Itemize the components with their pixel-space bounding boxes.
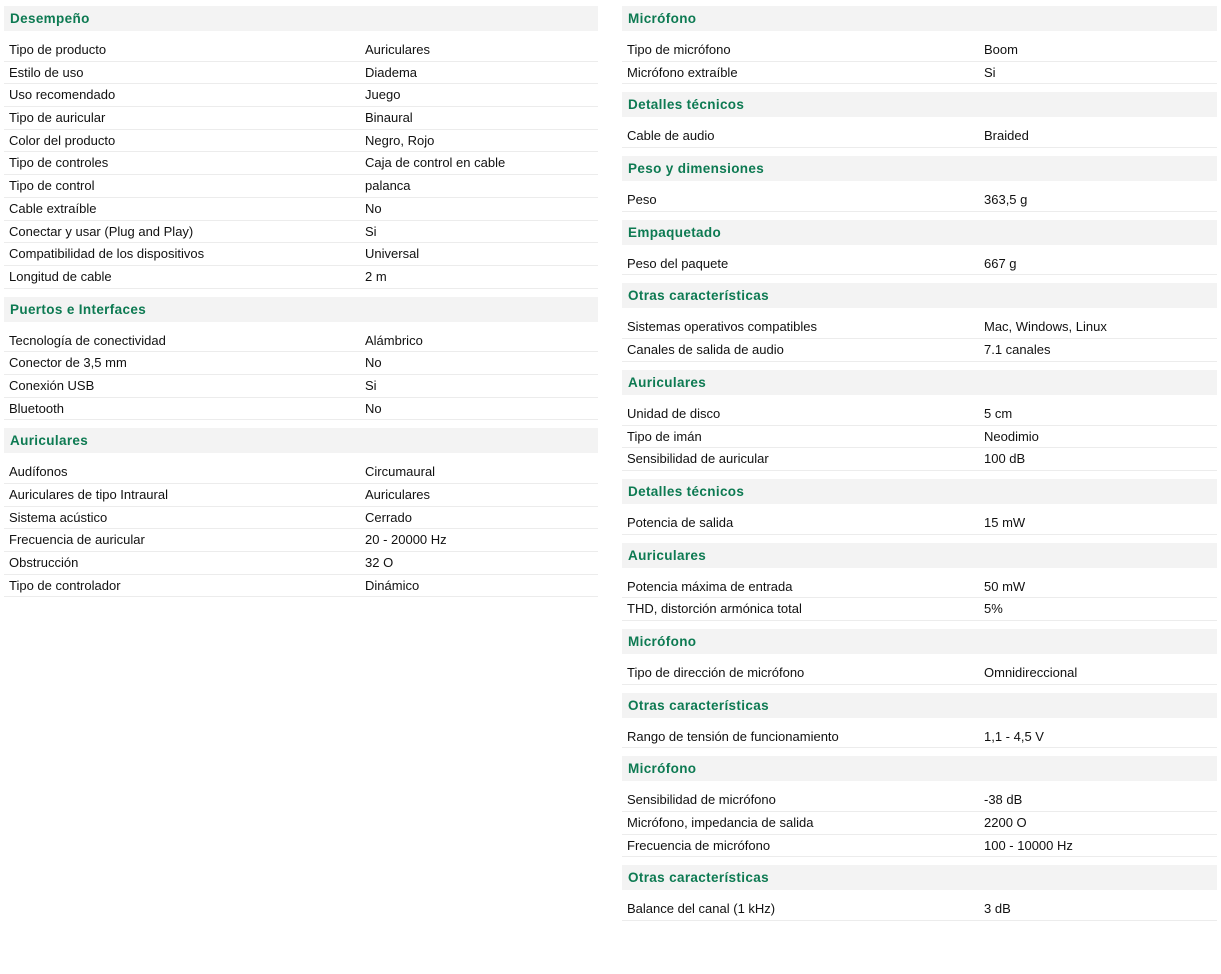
spec-value: 5% bbox=[984, 601, 1003, 617]
spec-label: Conector de 3,5 mm bbox=[9, 355, 127, 371]
spec-label: Frecuencia de micrófono bbox=[627, 837, 771, 853]
spec-label: Conexión USB bbox=[9, 377, 95, 393]
spec-value: 100 - 10000 Hz bbox=[984, 837, 1073, 853]
spec-value: Neodimio bbox=[984, 428, 1039, 444]
group-header: Otras características bbox=[622, 283, 1217, 308]
spec-label: Peso bbox=[627, 192, 657, 208]
spec-value: Mac, Windows, Linux bbox=[984, 319, 1107, 335]
spec-label: Cable extraíble bbox=[9, 200, 97, 216]
spec-value: 5 cm bbox=[984, 405, 1013, 421]
spec-row bbox=[4, 398, 598, 421]
spec-label: THD, distorción armónica total bbox=[627, 601, 802, 617]
spec-value: Circumaural bbox=[365, 464, 436, 480]
group-spacer bbox=[622, 362, 1217, 370]
spec-row bbox=[622, 662, 1217, 685]
spec-group bbox=[622, 479, 1217, 543]
group-header: Peso y dimensiones bbox=[622, 156, 1217, 181]
spec-group bbox=[4, 297, 598, 429]
group-spacer bbox=[622, 857, 1217, 865]
spec-value: Si bbox=[365, 223, 377, 239]
group-spacer bbox=[622, 535, 1217, 543]
spec-row bbox=[4, 529, 598, 552]
spec-label: Sistemas operativos compatibles bbox=[627, 319, 818, 335]
group-spacer bbox=[622, 748, 1217, 756]
spec-value: 3 dB bbox=[984, 901, 1011, 917]
spec-group bbox=[622, 756, 1217, 865]
spec-row bbox=[622, 598, 1217, 621]
spec-value: Caja de control en cable bbox=[365, 155, 506, 171]
spec-value: No bbox=[365, 355, 382, 371]
spec-label: Rango de tensión de funcionamiento bbox=[627, 728, 839, 744]
spec-group bbox=[622, 865, 1217, 929]
spec-row bbox=[4, 484, 598, 507]
spec-label: Unidad de disco bbox=[627, 405, 721, 421]
spec-label: Sensibilidad de auricular bbox=[627, 451, 769, 467]
spec-value: Binaural bbox=[365, 110, 413, 126]
spec-label: Estilo de uso bbox=[9, 64, 84, 80]
spec-row bbox=[4, 221, 598, 244]
spec-label: Sistema acústico bbox=[9, 509, 108, 525]
group-header: Otras características bbox=[622, 865, 1217, 890]
spec-value: Auriculares bbox=[365, 42, 431, 57]
spec-group bbox=[622, 283, 1217, 369]
spec-label: Obstrucción bbox=[9, 555, 79, 571]
group-spacer bbox=[622, 275, 1217, 283]
spec-value: 1,1 - 4,5 V bbox=[984, 728, 1044, 744]
spec-row bbox=[4, 152, 598, 175]
spec-value: Si bbox=[365, 377, 377, 393]
spec-label: Color del producto bbox=[9, 132, 116, 148]
spec-row bbox=[4, 461, 598, 484]
spec-row bbox=[622, 726, 1217, 749]
spec-value: 32 O bbox=[365, 555, 394, 571]
spec-label: Tipo de auricular bbox=[9, 110, 106, 126]
group-header: Puertos e Interfaces bbox=[4, 297, 598, 322]
spec-row bbox=[4, 575, 598, 598]
group-header: Auriculares bbox=[4, 428, 598, 453]
spec-row bbox=[622, 125, 1217, 148]
spec-value: Universal bbox=[365, 246, 420, 262]
spec-row bbox=[4, 130, 598, 153]
group-header: Micrófono bbox=[622, 6, 1217, 31]
spec-value: Omnidireccional bbox=[984, 664, 1078, 680]
spec-label: Tipo de controlador bbox=[9, 577, 121, 593]
spec-group bbox=[622, 156, 1217, 220]
spec-value: 50 mW bbox=[984, 578, 1026, 594]
spec-value: Juego bbox=[365, 87, 401, 103]
spec-row bbox=[622, 62, 1217, 85]
spec-value: Cerrado bbox=[365, 509, 412, 525]
spec-row bbox=[4, 375, 598, 398]
spec-row bbox=[622, 835, 1217, 858]
spec-value: 15 mW bbox=[984, 514, 1026, 530]
spec-label: Micrófono, impedancia de salida bbox=[627, 815, 814, 830]
spec-group bbox=[622, 543, 1217, 629]
spec-value: Si bbox=[984, 64, 996, 80]
spec-row bbox=[622, 253, 1217, 276]
spec-label: Auriculares de tipo Intraural bbox=[9, 487, 168, 502]
spec-label: Tipo de imán bbox=[627, 428, 702, 444]
spec-value: No bbox=[365, 200, 382, 216]
spec-value: 20 - 20000 Hz bbox=[365, 532, 447, 548]
spec-row bbox=[622, 39, 1217, 62]
spec-label: Tipo de micrófono bbox=[627, 42, 731, 57]
spec-column-left bbox=[4, 6, 598, 605]
spec-row bbox=[4, 243, 598, 266]
spec-value: Alámbrico bbox=[365, 332, 423, 348]
spec-label: Conectar y usar (Plug and Play) bbox=[9, 223, 194, 239]
spec-row bbox=[4, 107, 598, 130]
group-spacer bbox=[622, 84, 1217, 92]
group-header: Auriculares bbox=[622, 543, 1217, 568]
spec-row bbox=[622, 789, 1217, 812]
spec-row bbox=[622, 316, 1217, 339]
spec-label: Potencia máxima de entrada bbox=[627, 578, 793, 594]
spec-group bbox=[622, 220, 1217, 284]
spec-label: Potencia de salida bbox=[627, 514, 734, 530]
spec-group bbox=[622, 6, 1217, 92]
spec-row bbox=[4, 352, 598, 375]
group-header: Detalles técnicos bbox=[622, 479, 1217, 504]
group-spacer bbox=[622, 921, 1217, 929]
spec-label: Micrófono extraíble bbox=[627, 64, 738, 80]
spec-row bbox=[4, 39, 598, 62]
spec-row bbox=[4, 198, 598, 221]
spec-value: Auriculares bbox=[365, 487, 431, 502]
group-header: Empaquetado bbox=[622, 220, 1217, 245]
spec-row bbox=[622, 189, 1217, 212]
spec-label: Canales de salida de audio bbox=[627, 342, 784, 358]
spec-row bbox=[622, 403, 1217, 426]
spec-label: Cable de audio bbox=[627, 128, 715, 144]
spec-value: 667 g bbox=[984, 255, 1017, 271]
group-spacer bbox=[4, 420, 598, 428]
spec-row bbox=[4, 552, 598, 575]
spec-label: Uso recomendado bbox=[9, 87, 116, 103]
spec-value: Negro, Rojo bbox=[365, 132, 435, 148]
spec-row bbox=[622, 576, 1217, 599]
spec-label: Tipo de producto bbox=[9, 42, 107, 57]
group-header: Auriculares bbox=[622, 370, 1217, 395]
spec-row bbox=[4, 84, 598, 107]
spec-label: Longitud de cable bbox=[9, 268, 112, 284]
spec-row bbox=[4, 266, 598, 289]
spec-row bbox=[622, 448, 1217, 471]
spec-row bbox=[622, 512, 1217, 535]
spec-value: Braided bbox=[984, 128, 1029, 144]
spec-group bbox=[622, 629, 1217, 693]
spec-label: Compatibilidad de los dispositivos bbox=[9, 246, 205, 262]
spec-value: 2200 O bbox=[984, 815, 1027, 830]
spec-value: Diadema bbox=[365, 64, 418, 80]
spec-row bbox=[4, 507, 598, 530]
spec-value: 363,5 g bbox=[984, 192, 1028, 208]
group-spacer bbox=[622, 471, 1217, 479]
spec-row bbox=[4, 330, 598, 353]
spec-value: Boom bbox=[984, 42, 1018, 57]
spec-row bbox=[622, 898, 1217, 921]
spec-row bbox=[622, 426, 1217, 449]
spec-column-right bbox=[622, 6, 1217, 929]
spec-value: palanca bbox=[365, 178, 411, 194]
spec-group bbox=[622, 693, 1217, 757]
spec-group bbox=[622, 92, 1217, 156]
spec-value: Dinámico bbox=[365, 577, 420, 593]
spec-label: Peso del paquete bbox=[627, 255, 729, 271]
spec-label: Tipo de controles bbox=[9, 155, 109, 171]
group-header: Desempeño bbox=[4, 6, 598, 31]
group-spacer bbox=[4, 289, 598, 297]
spec-value: 100 dB bbox=[984, 451, 1026, 467]
spec-label: Tecnología de conectividad bbox=[9, 332, 166, 348]
spec-label: Frecuencia de auricular bbox=[9, 532, 145, 548]
spec-group bbox=[4, 428, 598, 605]
spec-group bbox=[622, 370, 1217, 479]
spec-label: Audífonos bbox=[9, 464, 68, 480]
group-spacer bbox=[622, 685, 1217, 693]
group-spacer bbox=[4, 597, 598, 605]
spec-group bbox=[4, 6, 598, 297]
spec-row bbox=[4, 62, 598, 85]
spec-value: No bbox=[365, 400, 382, 416]
spec-value: 7.1 canales bbox=[984, 342, 1051, 358]
spec-label: Tipo de dirección de micrófono bbox=[627, 664, 805, 680]
spec-label: Bluetooth bbox=[9, 400, 64, 416]
spec-row bbox=[4, 175, 598, 198]
group-spacer bbox=[622, 621, 1217, 629]
group-header: Otras características bbox=[622, 693, 1217, 718]
spec-value: 2 m bbox=[365, 268, 387, 284]
group-spacer bbox=[622, 212, 1217, 220]
group-header: Detalles técnicos bbox=[622, 92, 1217, 117]
group-header: Micrófono bbox=[622, 756, 1217, 781]
spec-label: Sensibilidad de micrófono bbox=[627, 792, 776, 808]
spec-label: Tipo de control bbox=[9, 178, 95, 194]
group-header: Micrófono bbox=[622, 629, 1217, 654]
group-spacer bbox=[622, 148, 1217, 156]
spec-row bbox=[622, 339, 1217, 362]
spec-label: Balance del canal (1 kHz) bbox=[627, 901, 776, 917]
spec-row bbox=[622, 812, 1217, 835]
spec-value: -38 dB bbox=[984, 792, 1023, 808]
